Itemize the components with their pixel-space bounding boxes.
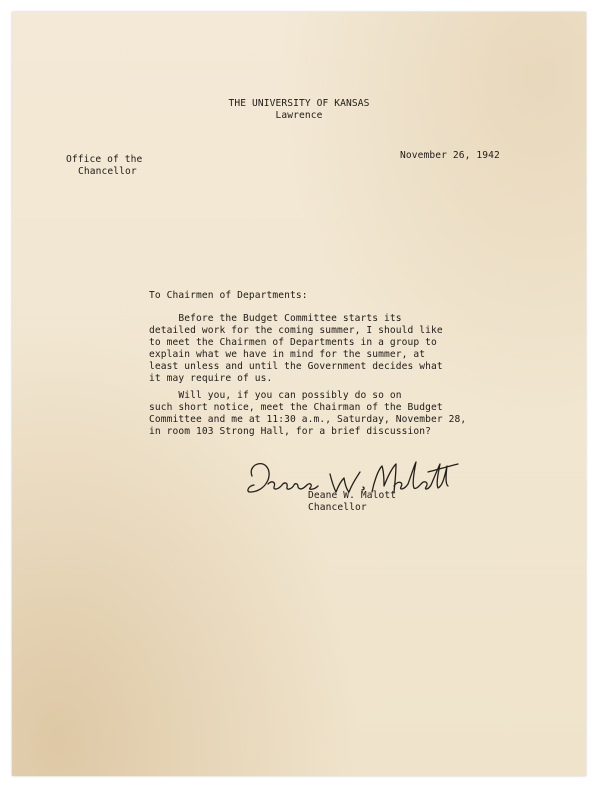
paragraph-2 (149, 390, 466, 438)
letterhead (12, 98, 586, 122)
letter-sheet (12, 12, 586, 776)
institution-city: Lawrence (275, 110, 323, 121)
paragraph-line: to meet the Chairmen of Departments in a group to (149, 337, 437, 348)
paragraph-line: detailed work for the coming summer, I should like (149, 325, 443, 336)
paragraph-line: Before the Budget Committee starts its (149, 313, 402, 324)
paragraph-line: Will you, if you can possibly do so on (149, 390, 402, 401)
institution-name: THE UNIVERSITY OF KANSAS (228, 98, 370, 109)
signer-title: Chancellor (308, 502, 367, 513)
paragraph-line: in room 103 Strong Hall, for a brief discussion? (149, 426, 432, 437)
office-block (66, 154, 142, 178)
signer-name: Deane W. Malott (308, 490, 397, 501)
signer-block (308, 490, 396, 514)
paragraph-line: such short notice, meet the Chairman of the Budget (149, 402, 443, 413)
office-line-1: Office of the (66, 154, 143, 165)
paragraph-1 (149, 313, 443, 385)
paragraph-line: least unless and until the Government decides what (149, 361, 443, 372)
letter-date: November 26, 1942 (400, 150, 500, 161)
paragraph-line: it may require of us. (149, 373, 273, 384)
office-line-2: Chancellor (78, 166, 137, 177)
salutation: To Chairmen of Departments: (149, 290, 308, 301)
paragraph-line: explain what we have in mind for the summer, at (149, 349, 426, 360)
paragraph-line: Committee and me at 11:30 a.m., Saturday, November 28, (149, 414, 467, 425)
